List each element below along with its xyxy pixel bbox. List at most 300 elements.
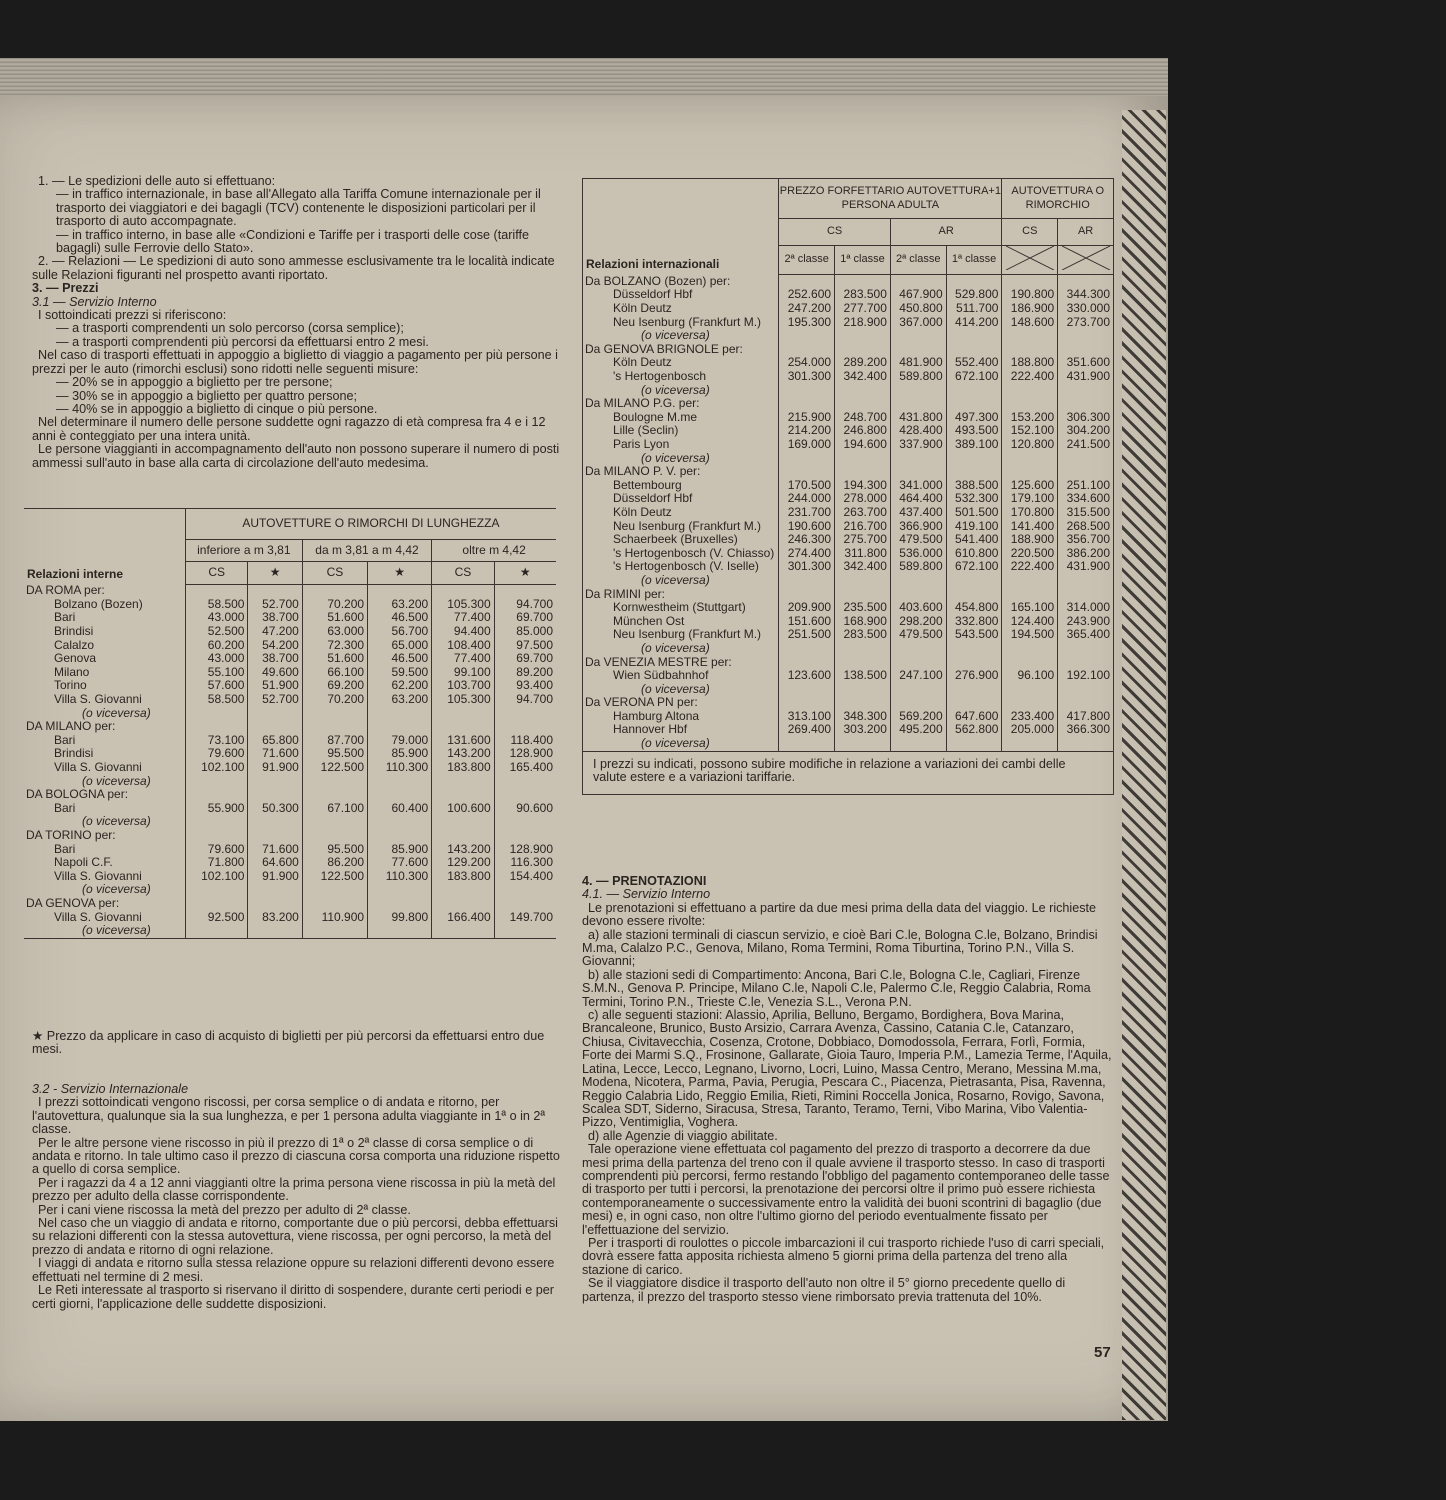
column-subheader: CS	[302, 562, 367, 585]
price-cell	[432, 924, 494, 938]
price-cell: 154.400	[494, 870, 556, 884]
price-cell	[890, 329, 946, 343]
intro-paragraph: 3. — Prezzi	[32, 281, 99, 296]
price-cell	[946, 574, 1002, 588]
price-cell	[368, 720, 432, 734]
price-cell: 86.200	[302, 856, 367, 870]
price-cell: 431.900	[1058, 560, 1114, 574]
price-cell: 246.800	[835, 424, 891, 438]
price-cell	[185, 584, 248, 598]
group-short: inferiore a m 3,81	[185, 539, 302, 562]
price-cell: 235.500	[835, 601, 891, 615]
relation-label: Da MILANO P.G. per:	[585, 396, 700, 411]
table-row	[583, 438, 1114, 452]
table-row	[583, 560, 1114, 574]
price-cell	[890, 384, 946, 398]
price-cell	[494, 707, 556, 721]
price-cell	[835, 696, 891, 710]
price-cell	[1058, 397, 1114, 411]
relation-label: Villa S. Giovanni	[54, 760, 142, 774]
price-cell	[248, 707, 302, 721]
price-cell: 647.600	[946, 710, 1002, 724]
price-cell: 108.400	[432, 639, 494, 653]
price-cell: 77.600	[368, 856, 432, 870]
price-cell: 304.200	[1058, 424, 1114, 438]
price-cell: 303.200	[835, 723, 891, 737]
price-cell	[1058, 642, 1114, 656]
price-cell	[779, 696, 835, 710]
price-cell: 274.400	[779, 547, 835, 561]
price-cell	[946, 384, 1002, 398]
group-long: oltre m 4,42	[432, 539, 556, 562]
relation-label: 's Hertogenbosch (V. Chiasso)	[613, 545, 775, 560]
price-cell: 254.000	[779, 356, 835, 370]
price-cell: 43.000	[185, 611, 248, 625]
price-cell	[779, 343, 835, 357]
group-row	[24, 720, 556, 734]
head-forfait: PREZZO FORFETTARIO AUTOVETTURA+1 PERSONA ADULTA	[779, 179, 1002, 219]
table-row	[24, 734, 556, 748]
price-cell	[835, 465, 891, 479]
price-cell	[368, 707, 432, 721]
price-cell	[494, 775, 556, 789]
group-row	[583, 343, 1114, 357]
price-cell	[946, 588, 1002, 602]
intl-note: I prezzi su indicati, possono subire modifiche in relazione a variazioni dei cambi delle valute estere e a variazioni tariffarie.	[583, 751, 1114, 795]
relation-label: (o viceversa)	[82, 773, 151, 788]
price-cell	[1058, 275, 1114, 289]
group-row	[583, 588, 1114, 602]
price-cell: 479.500	[890, 533, 946, 547]
price-cell: 170.800	[1002, 506, 1058, 520]
price-cell: 214.200	[779, 424, 835, 438]
table-row	[583, 302, 1114, 316]
price-cell: 94.700	[494, 693, 556, 707]
price-cell	[890, 397, 946, 411]
price-cell: 94.700	[494, 598, 556, 612]
table-row	[583, 615, 1114, 629]
price-cell: 589.800	[890, 370, 946, 384]
price-cell	[302, 924, 367, 938]
price-cell: 192.100	[1058, 669, 1114, 683]
price-cell	[248, 815, 302, 829]
international-paragraph: Per i ragazzi da 4 a 12 anni viaggianti oltre la prima persona viene riscossa in più la metà del prezzo per adulto della classe corrispondente.	[32, 1175, 556, 1204]
internal-section-label: Relazioni interne	[27, 566, 124, 581]
intro-paragraph: — in traffico interno, in base alle «Condizioni e Tariffe per i trasporti delle cose (tariffe bagagli) sulle Ferrovie dello Stato».	[56, 227, 529, 256]
price-cell	[432, 815, 494, 829]
price-cell: 55.900	[185, 802, 248, 816]
intro-paragraph: I sottoindicati prezzi si riferiscono:	[38, 308, 227, 323]
price-cell	[1058, 683, 1114, 697]
price-cell	[185, 720, 248, 734]
price-cell: 341.000	[890, 479, 946, 493]
relation-label: Köln Deutz	[613, 355, 672, 370]
price-cell: 52.700	[248, 598, 302, 612]
price-cell	[1002, 452, 1058, 466]
group-row	[583, 656, 1114, 670]
relation-label: Da RIMINI per:	[585, 586, 666, 601]
price-cell: 170.500	[779, 479, 835, 493]
intro-paragraph: 3.1 — Servizio Interno	[32, 294, 157, 309]
head-cs-1cl: 1ª classe	[835, 245, 891, 275]
table-row	[24, 693, 556, 707]
price-cell	[494, 788, 556, 802]
price-cell: 332.800	[946, 615, 1002, 629]
price-cell: 129.200	[432, 856, 494, 870]
relation-label: DA TORINO per:	[26, 827, 116, 842]
group-row	[24, 584, 556, 598]
relation-label: Bolzano (Bozen)	[54, 596, 143, 611]
table-row	[583, 492, 1114, 506]
price-cell	[779, 397, 835, 411]
price-cell: 124.400	[1002, 615, 1058, 629]
cross-cell	[1058, 245, 1114, 275]
relation-label: Bari	[54, 841, 76, 856]
internal-footnote: ★ Prezzo da applicare in caso di acquisto di biglietti per più percorsi da effettuarsi entro due mesi.	[32, 1029, 545, 1057]
price-cell: 367.000	[890, 316, 946, 330]
price-cell	[1058, 588, 1114, 602]
price-cell: 63.000	[302, 625, 367, 639]
group-mid: da m 3,81 a m 4,42	[302, 539, 431, 562]
relation-label: Napoli C.F.	[54, 855, 113, 870]
relation-label: Brindisi	[54, 624, 94, 639]
price-cell: 365.400	[1058, 628, 1114, 642]
price-cell: 589.800	[890, 560, 946, 574]
price-cell: 188.800	[1002, 356, 1058, 370]
price-cell	[779, 683, 835, 697]
price-cell: 77.400	[432, 652, 494, 666]
price-cell	[779, 329, 835, 343]
table-row	[583, 601, 1114, 615]
relation-label: Neu Isenburg (Frankfurt M.)	[613, 314, 762, 329]
price-cell	[185, 815, 248, 829]
price-cell: 216.700	[835, 520, 891, 534]
head-ar-1cl: 1ª classe	[946, 245, 1002, 275]
price-cell	[494, 924, 556, 938]
price-cell	[835, 737, 891, 751]
relation-label: Köln Deutz	[613, 504, 672, 519]
price-cell: 511.700	[946, 302, 1002, 316]
relation-label: München Ost	[613, 613, 685, 628]
reservations-paragraph: a) alle stazioni terminali di ciascun servizio, e cioè Bari C.le, Bologna C.le, Bolzano, Brindisi M.ma, Calalzo P.C., Genova, Milano, Roma Termini, Roma Tiburtina, Torino P.N., Villa S. Giovanni;	[582, 927, 1098, 969]
table-row	[24, 856, 556, 870]
price-cell: 89.200	[494, 666, 556, 680]
group-row	[583, 574, 1114, 588]
price-cell: 92.500	[185, 911, 248, 925]
price-cell	[1002, 343, 1058, 357]
price-cell	[1002, 275, 1058, 289]
relation-label: Villa S. Giovanni	[54, 692, 142, 707]
reservations-paragraph: Le prenotazioni si effettuano a partire da due mesi prima della data del viaggio. Le richieste devono essere rivolte:	[582, 900, 1097, 929]
reservations-text	[582, 875, 1114, 1304]
price-cell: 46.500	[368, 611, 432, 625]
price-cell: 70.200	[302, 693, 367, 707]
price-cell: 419.100	[946, 520, 1002, 534]
reservations-paragraph: b) alle stazioni sedi di Compartimento: Ancona, Bari C.le, Bologna C.le, Cagliari, Firenze S.M.N., Genova P. Principe, Milano C.le, Napoli C.le, Palermo C.le, Reggio Calabria, Roma Termini, Torino P.N., Trieste C.le, Venezia S.L., Verona P.N.	[582, 967, 1091, 1009]
price-cell	[368, 829, 432, 843]
relation-label: (o viceversa)	[82, 923, 151, 938]
price-cell: 481.900	[890, 356, 946, 370]
price-cell: 186.900	[1002, 302, 1058, 316]
price-cell: 311.800	[835, 547, 891, 561]
group-row	[583, 683, 1114, 697]
relation-label: Düsseldorf Hbf	[613, 491, 693, 506]
price-cell	[1058, 465, 1114, 479]
relation-label: Bari	[54, 800, 76, 815]
relation-label: Brindisi	[54, 746, 94, 761]
price-cell: 87.700	[302, 734, 367, 748]
price-cell: 283.500	[835, 288, 891, 302]
internal-price-table	[24, 508, 556, 939]
price-cell: 165.100	[1002, 601, 1058, 615]
price-cell: 70.200	[302, 598, 367, 612]
relation-label: (o viceversa)	[641, 572, 710, 587]
price-cell: 233.400	[1002, 710, 1058, 724]
table-row	[583, 547, 1114, 561]
relation-label: Paris Lyon	[613, 437, 670, 451]
price-cell: 123.600	[779, 669, 835, 683]
reservations-paragraph: 4.1. — Servizio Interno	[582, 887, 711, 902]
cross-cell	[1002, 245, 1058, 275]
relation-label: Kornwestheim (Stuttgart)	[613, 600, 746, 615]
group-row	[583, 397, 1114, 411]
head-vehicle: AUTOVETTURA O RIMORCHIO	[1002, 179, 1114, 219]
internal-table-title: AUTOVETTURE O RIMORCHI DI LUNGHEZZA	[185, 509, 556, 540]
price-cell	[779, 275, 835, 289]
price-cell	[946, 452, 1002, 466]
price-cell: 388.500	[946, 479, 1002, 493]
relation-label: Lille (Seclin)	[613, 423, 679, 438]
price-cell	[248, 788, 302, 802]
price-cell: 301.300	[779, 370, 835, 384]
price-cell: 431.800	[890, 411, 946, 425]
group-row	[24, 707, 556, 721]
relation-label: DA BOLOGNA per:	[26, 787, 129, 802]
table-row	[24, 639, 556, 653]
group-row	[583, 642, 1114, 656]
price-cell: 289.200	[835, 356, 891, 370]
price-cell: 495.200	[890, 723, 946, 737]
intro-paragraph: — a trasporti comprendenti più percorsi da effettuarsi entro 2 mesi.	[56, 334, 429, 349]
price-cell	[494, 829, 556, 843]
price-cell	[248, 829, 302, 843]
price-cell: 141.400	[1002, 520, 1058, 534]
group-row	[24, 775, 556, 789]
price-cell	[185, 829, 248, 843]
relation-label: Hamburg Altona	[613, 708, 700, 723]
price-cell: 46.500	[368, 652, 432, 666]
price-cell: 277.700	[835, 302, 891, 316]
price-cell: 97.500	[494, 639, 556, 653]
reservations-paragraph: Se il viaggiatore disdice il trasporto dell'auto non oltre il 5° giorno precedente quello di partenza, il prezzo del trasporto stesso viene rimborsato previa trattenuta del 10%.	[582, 1276, 1066, 1304]
price-cell: 65.000	[368, 639, 432, 653]
price-cell: 268.500	[1058, 520, 1114, 534]
price-cell	[432, 883, 494, 897]
price-cell: 60.400	[368, 802, 432, 816]
price-cell	[946, 642, 1002, 656]
head-cs: CS	[779, 219, 891, 246]
price-cell	[946, 397, 1002, 411]
price-cell: 90.600	[494, 802, 556, 816]
price-cell	[1002, 574, 1058, 588]
price-cell	[835, 329, 891, 343]
table-row	[24, 870, 556, 884]
price-cell	[1002, 737, 1058, 751]
price-cell	[368, 584, 432, 598]
price-cell	[248, 584, 302, 598]
price-cell	[432, 720, 494, 734]
price-cell: 52.700	[248, 693, 302, 707]
price-cell: 414.200	[946, 316, 1002, 330]
price-cell: 57.600	[185, 679, 248, 693]
price-cell	[779, 452, 835, 466]
price-cell	[890, 656, 946, 670]
price-cell: 91.900	[248, 761, 302, 775]
group-row	[24, 883, 556, 897]
price-cell: 386.200	[1058, 547, 1114, 561]
price-cell: 672.100	[946, 560, 1002, 574]
price-cell	[185, 775, 248, 789]
price-cell: 43.000	[185, 652, 248, 666]
price-cell	[302, 788, 367, 802]
price-cell: 143.200	[432, 747, 494, 761]
price-cell: 497.300	[946, 411, 1002, 425]
price-cell: 63.200	[368, 598, 432, 612]
relation-label: (o viceversa)	[82, 882, 151, 897]
column-subheader: CS	[185, 562, 248, 585]
table-row	[583, 370, 1114, 384]
price-cell	[835, 588, 891, 602]
price-cell: 278.000	[835, 492, 891, 506]
reservations-paragraph: Tale operazione viene effettuata col pagamento del prezzo di trasporto a decorrere da due mesi prima della partenza del treno con il quale avviene il trasporto stesso. In caso di trasporti comprendenti più percorsi, fermo restando l'obbligo del pagamento contemporaneo delle tasse di trasporto per tutti i percorsi, la prenotazione dei percorsi oltre il primo può essere richiesta contemporaneamente o successivamente entro la validità dei buoni scontrini di bagaglio (due mesi) e, in ogni caso, non oltre l'ultimo giorno del periodo eventualmente fissato per l'effettuazione del servizio.	[582, 1142, 1110, 1237]
price-cell	[835, 574, 891, 588]
price-cell	[1002, 588, 1058, 602]
price-cell	[368, 775, 432, 789]
relation-label: Bari	[54, 610, 76, 625]
price-cell: 110.300	[368, 761, 432, 775]
table-row	[583, 669, 1114, 683]
price-cell: 138.500	[835, 669, 891, 683]
table-row	[24, 761, 556, 775]
price-cell: 562.800	[946, 723, 1002, 737]
international-price-table	[582, 178, 1114, 795]
price-cell	[1058, 329, 1114, 343]
price-cell	[946, 343, 1002, 357]
price-cell: 149.700	[494, 911, 556, 925]
price-cell: 366.300	[1058, 723, 1114, 737]
price-cell: 95.500	[302, 747, 367, 761]
price-cell	[302, 720, 367, 734]
price-cell	[1058, 737, 1114, 751]
price-cell: 166.400	[432, 911, 494, 925]
price-cell: 110.300	[368, 870, 432, 884]
international-paragraph: Nel caso che un viaggio di andata e ritorno, comportante due o più percorsi, debba effettuarsi su relazioni differenti con la stessa autovettura, viene riscossa, per ogni percorso, la metà del prezzo di andata e ritorno di ogni relazione.	[32, 1216, 558, 1257]
price-cell: 63.200	[368, 693, 432, 707]
price-cell: 95.500	[302, 843, 367, 857]
price-cell: 96.100	[1002, 669, 1058, 683]
price-cell	[890, 696, 946, 710]
price-cell: 246.300	[779, 533, 835, 547]
price-cell	[368, 897, 432, 911]
price-cell: 79.600	[185, 843, 248, 857]
price-cell: 252.600	[779, 288, 835, 302]
price-cell: 222.400	[1002, 560, 1058, 574]
group-row	[583, 384, 1114, 398]
price-cell	[432, 829, 494, 843]
group-row	[583, 737, 1114, 751]
price-cell	[779, 656, 835, 670]
price-cell	[779, 737, 835, 751]
price-cell: 437.400	[890, 506, 946, 520]
price-cell: 190.600	[779, 520, 835, 534]
group-row	[583, 696, 1114, 710]
relation-label: Bari	[54, 732, 76, 747]
price-cell: 131.600	[432, 734, 494, 748]
price-cell	[946, 696, 1002, 710]
relation-label: DA ROMA per:	[26, 583, 105, 598]
table-row	[583, 533, 1114, 547]
price-cell: 143.200	[432, 843, 494, 857]
price-cell: 251.500	[779, 628, 835, 642]
price-cell	[946, 656, 1002, 670]
price-cell: 102.100	[185, 761, 248, 775]
intro-paragraph: Nel caso di trasporti effettuati in appoggio a biglietto di viaggio a pagamento per più persone i prezzi per le auto (rimorchi esclusi) sono ridotti nelle seguenti misure:	[32, 348, 558, 376]
table-row	[583, 520, 1114, 534]
international-paragraph: Le Reti interessate al trasporto si riservano il diritto di sospendere, durante certi periodi e per certi giorni, l'applicazione delle suddette disposizioni.	[32, 1283, 554, 1311]
relation-label: Da MILANO P. V. per:	[585, 464, 701, 479]
price-cell: 501.500	[946, 506, 1002, 520]
price-cell: 77.400	[432, 611, 494, 625]
page-margin-stripes	[1122, 110, 1166, 1420]
price-cell: 58.500	[185, 693, 248, 707]
relation-label: (o viceversa)	[82, 814, 151, 829]
table-row	[583, 710, 1114, 724]
price-cell: 247.200	[779, 302, 835, 316]
relation-label: Da BOLZANO (Bozen) per:	[585, 273, 731, 288]
intro-paragraph: — 20% se in appoggio a biglietto per tre persone;	[56, 375, 333, 390]
price-cell	[835, 397, 891, 411]
price-cell	[1002, 384, 1058, 398]
head-cs-2cl: 2ª classe	[779, 245, 835, 275]
price-cell	[890, 642, 946, 656]
relation-label: (o viceversa)	[641, 681, 710, 696]
price-cell: 151.600	[779, 615, 835, 629]
price-cell	[1002, 656, 1058, 670]
price-cell: 60.200	[185, 639, 248, 653]
table-row	[24, 666, 556, 680]
price-cell	[432, 788, 494, 802]
price-cell	[494, 584, 556, 598]
price-cell: 94.400	[432, 625, 494, 639]
price-cell	[494, 720, 556, 734]
price-cell: 66.100	[302, 666, 367, 680]
price-cell: 99.800	[368, 911, 432, 925]
price-cell: 73.100	[185, 734, 248, 748]
reservations-paragraph: d) alle Agenzie di viaggio abilitate.	[588, 1128, 778, 1143]
head-cs-vehicle: CS	[1002, 219, 1058, 246]
price-cell: 314.000	[1058, 601, 1114, 615]
price-cell: 348.300	[835, 710, 891, 724]
table-row	[583, 411, 1114, 425]
page-number: 57	[1094, 1344, 1111, 1361]
price-cell	[432, 707, 494, 721]
price-cell: 118.400	[494, 734, 556, 748]
price-cell: 351.600	[1058, 356, 1114, 370]
table-row	[583, 506, 1114, 520]
price-cell: 269.400	[779, 723, 835, 737]
price-cell	[835, 384, 891, 398]
price-cell	[302, 829, 367, 843]
